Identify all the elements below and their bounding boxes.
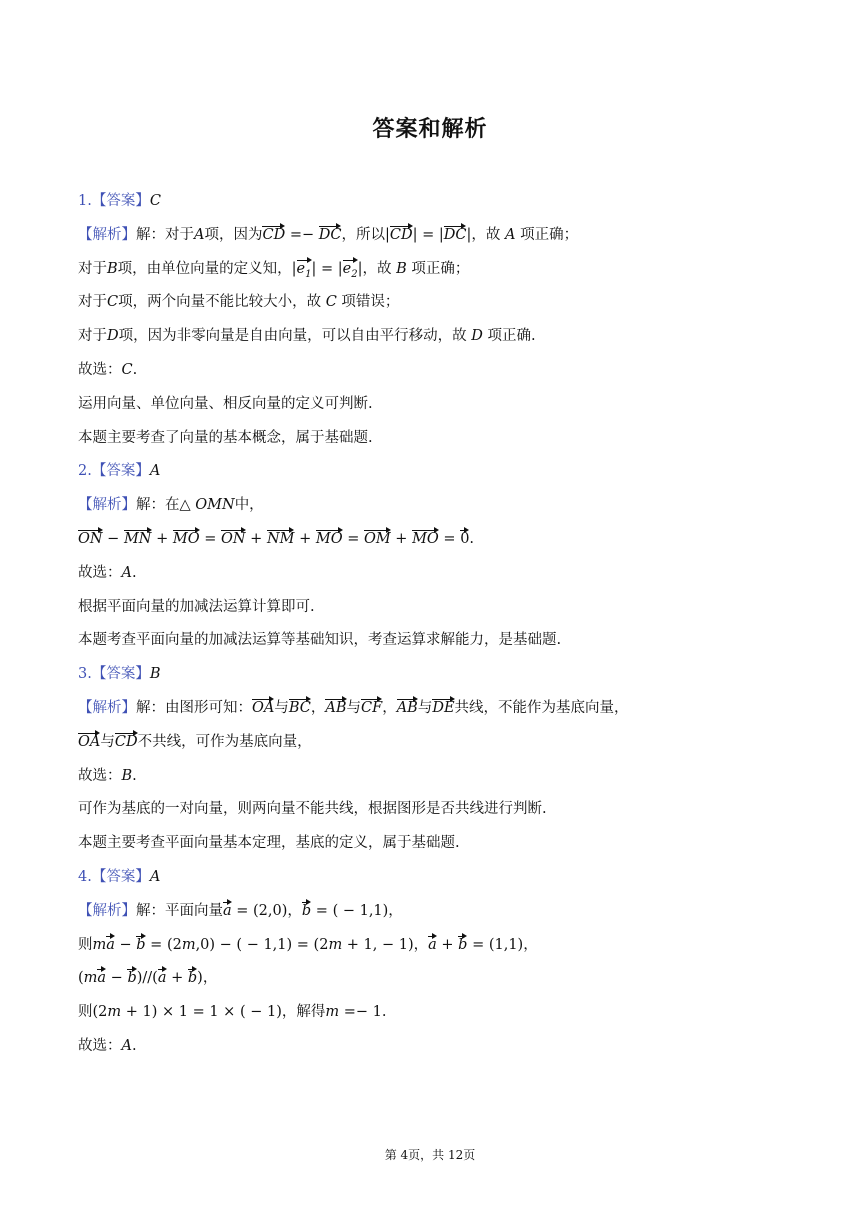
text: 对于 <box>78 294 107 311</box>
vector: NM <box>266 530 295 547</box>
text: )//( <box>136 970 158 987</box>
operator: . <box>469 530 475 547</box>
text: 解：对于 <box>136 226 194 243</box>
q1-analysis-line-4 <box>78 322 788 356</box>
q1-analysis-line-2 <box>78 255 788 289</box>
page-footer: 第 4页，共 12页 <box>384 1148 476 1162</box>
q1-choose-line <box>78 356 788 390</box>
q4-analysis-line-4 <box>78 998 788 1032</box>
subscript: 2 <box>351 268 358 280</box>
text: . <box>132 767 137 784</box>
operator: + <box>390 530 413 547</box>
q1-analysis-line-3 <box>78 288 788 322</box>
operator: = <box>342 530 364 547</box>
q2-answer-tag: 【答案】 <box>91 463 150 480</box>
text: 与 <box>417 699 433 716</box>
q4-choose-line <box>78 1032 788 1066</box>
operator: = <box>199 530 221 547</box>
math: B <box>121 767 133 784</box>
text: 项，因为非零向量是自由向量，可以自由平行移动，故 <box>118 328 472 345</box>
text: + 1, − 1)， <box>342 936 429 953</box>
q4-answer: A <box>149 868 161 885</box>
text: 与 <box>274 699 289 716</box>
text: + 1) × 1 = 1 × ( − 1)，解得 <box>121 1004 326 1021</box>
text: + <box>436 936 459 953</box>
text: 项，由单位向量的定义知，| <box>117 260 297 277</box>
text: 项正确； <box>406 260 470 277</box>
operator: − <box>102 530 124 547</box>
text: 解：在△ <box>136 497 196 514</box>
text: 项正确. <box>482 328 536 345</box>
text: |，故 <box>466 226 505 243</box>
text: 项，因为 <box>204 226 263 243</box>
vector: OM <box>363 530 391 547</box>
page-title: 答案和解析 <box>372 117 488 142</box>
text: ，所以| <box>341 226 390 243</box>
text: 与 <box>346 699 362 716</box>
operator: + <box>151 530 173 547</box>
text: 则 <box>78 936 93 953</box>
q1-answer-line <box>78 187 788 221</box>
q3-analysis-tag: 【解析】 <box>78 699 136 716</box>
text: − <box>114 936 137 953</box>
vector: b <box>136 936 146 953</box>
vector: MO <box>172 530 200 547</box>
vector: a <box>106 936 115 953</box>
math: C <box>107 294 119 311</box>
text: =− <box>285 226 319 243</box>
text: = (1,1)， <box>467 936 538 953</box>
vector: AB <box>325 699 347 716</box>
text: 故选： <box>78 1037 122 1054</box>
vector: AB <box>396 699 418 716</box>
math: B <box>396 260 407 277</box>
math: OMN <box>195 497 235 514</box>
q1-number: 1. <box>78 193 92 209</box>
vector <box>297 261 312 281</box>
text: + <box>166 970 188 987</box>
answer-content <box>78 187 788 1066</box>
text: 解：由图形可知： <box>136 699 252 716</box>
q3-choose-line <box>78 762 788 796</box>
q3-note-1: 可作为基底的一对向量，则两向量不能共线，根据图形是否共线进行判断. <box>78 801 547 818</box>
text: 对于 <box>78 328 107 345</box>
text: ( <box>78 970 84 987</box>
vector: ON <box>78 530 103 547</box>
vector: a <box>428 936 437 953</box>
q2-note-2: 本题考查平面向量的加减法运算等基础知识，考查运算求解能力，是基础题. <box>78 632 562 649</box>
q1-answer: C <box>149 193 161 209</box>
text: 与 <box>100 733 115 750</box>
math: A <box>194 226 205 243</box>
vector: CF <box>361 699 383 716</box>
text: . <box>131 1037 137 1054</box>
q3-answer: B <box>149 666 161 683</box>
text: 解：平面向量 <box>136 902 223 919</box>
text: |，故 <box>357 260 397 277</box>
vector: DC <box>318 226 342 243</box>
text: 项错误； <box>336 294 400 311</box>
operator: + <box>294 530 316 547</box>
vector: CD <box>389 226 413 243</box>
text: = (2,0)， <box>231 902 302 919</box>
math: m <box>181 936 196 953</box>
math: A <box>504 226 516 243</box>
math: C <box>325 294 337 311</box>
vector-symbol: e <box>296 260 306 277</box>
text: 故选： <box>78 767 122 784</box>
q2-answer: A <box>149 463 161 480</box>
vector: CD <box>114 733 138 750</box>
vector: MO <box>315 530 343 547</box>
text: 项，两个向量不能比较大小，故 <box>118 294 326 311</box>
text: 则(2 <box>78 1004 108 1021</box>
q3-answer-line <box>78 660 788 694</box>
vector: a <box>223 902 232 919</box>
q4-analysis-line-2 <box>78 931 788 965</box>
vector: ON <box>220 530 246 547</box>
q1-note-1: 运用向量、单位向量、相反向量的定义可判断. <box>78 395 373 412</box>
vector: MO <box>412 530 439 547</box>
vector-symbol: e <box>342 260 352 277</box>
q4-number: 4. <box>78 868 92 885</box>
zero-vector: 0 <box>460 530 470 547</box>
math: m <box>325 1004 340 1021</box>
text: | = | <box>311 260 343 277</box>
q3-note-2: 本题主要考查平面向量基本定理，基底的定义，属于基础题. <box>78 835 460 852</box>
math: A <box>121 564 132 581</box>
text: = (2 <box>145 936 182 953</box>
subscript: 1 <box>305 268 312 280</box>
vector: OA <box>252 699 275 716</box>
q3-analysis-line-2 <box>78 728 788 762</box>
math: m <box>328 936 343 953</box>
text: 中， <box>234 497 264 514</box>
text: . <box>131 564 137 581</box>
q1-analysis-tag: 【解析】 <box>78 226 136 243</box>
q4-answer-line <box>78 863 788 897</box>
text: = ( − 1,1)， <box>311 902 403 919</box>
vector: DC <box>443 226 467 243</box>
vector: a <box>157 970 167 987</box>
vector: b <box>458 936 468 953</box>
math: m <box>92 936 107 953</box>
math: m <box>107 1004 122 1021</box>
operator: = <box>438 530 461 547</box>
vector: DE <box>432 699 455 716</box>
q3-number: 3. <box>78 666 92 683</box>
q2-analysis-line-1 <box>78 491 788 525</box>
text: ， <box>382 699 397 716</box>
vector: BC <box>288 699 311 716</box>
text: 故选： <box>78 564 122 581</box>
text: 不共线，可作为基底向量， <box>137 733 312 750</box>
vector: MN <box>123 530 152 547</box>
vector: b <box>127 970 137 987</box>
text: =− 1. <box>339 1004 387 1021</box>
q3-analysis-line-1 <box>78 694 788 728</box>
q4-analysis-tag: 【解析】 <box>78 902 136 919</box>
q1-answer-tag: 【答案】 <box>91 193 150 209</box>
vector <box>343 261 358 281</box>
q2-choose-line <box>78 559 788 593</box>
text: ,0) − ( − 1,1) = (2 <box>195 936 329 953</box>
text: 共线，不能作为基底向量， <box>454 699 629 716</box>
math: D <box>471 328 483 345</box>
q4-analysis-line-3 <box>78 964 788 998</box>
text: 故选： <box>78 361 122 378</box>
q1-note-2: 本题主要考查了向量的基本概念，属于基础题. <box>78 429 373 446</box>
vector: CD <box>262 226 286 243</box>
vector: OA <box>78 733 101 750</box>
text: . <box>132 361 138 378</box>
math: m <box>83 970 98 987</box>
text: 对于 <box>78 260 107 277</box>
q3-answer-tag: 【答案】 <box>91 666 150 683</box>
math: A <box>121 1037 132 1054</box>
q1-analysis-line-1 <box>78 221 788 255</box>
text: )， <box>197 970 218 987</box>
math: C <box>121 361 133 378</box>
q2-analysis-line-2 <box>78 525 788 559</box>
q2-answer-line <box>78 457 788 491</box>
q2-note-1: 根据平面向量的加减法运算计算即可. <box>78 598 315 615</box>
vector: b <box>301 902 312 919</box>
operator: + <box>245 530 267 547</box>
text: ， <box>310 699 326 716</box>
q2-number: 2. <box>78 463 92 480</box>
text: − <box>106 970 128 987</box>
math: B <box>107 260 118 277</box>
vector: b <box>187 970 198 987</box>
q2-analysis-tag: 【解析】 <box>78 497 136 514</box>
math: D <box>107 328 119 345</box>
vector: a <box>97 970 107 987</box>
text: 项正确； <box>515 226 579 243</box>
text: | = | <box>412 226 444 243</box>
q4-analysis-line-1 <box>78 897 788 931</box>
q4-answer-tag: 【答案】 <box>91 868 150 885</box>
